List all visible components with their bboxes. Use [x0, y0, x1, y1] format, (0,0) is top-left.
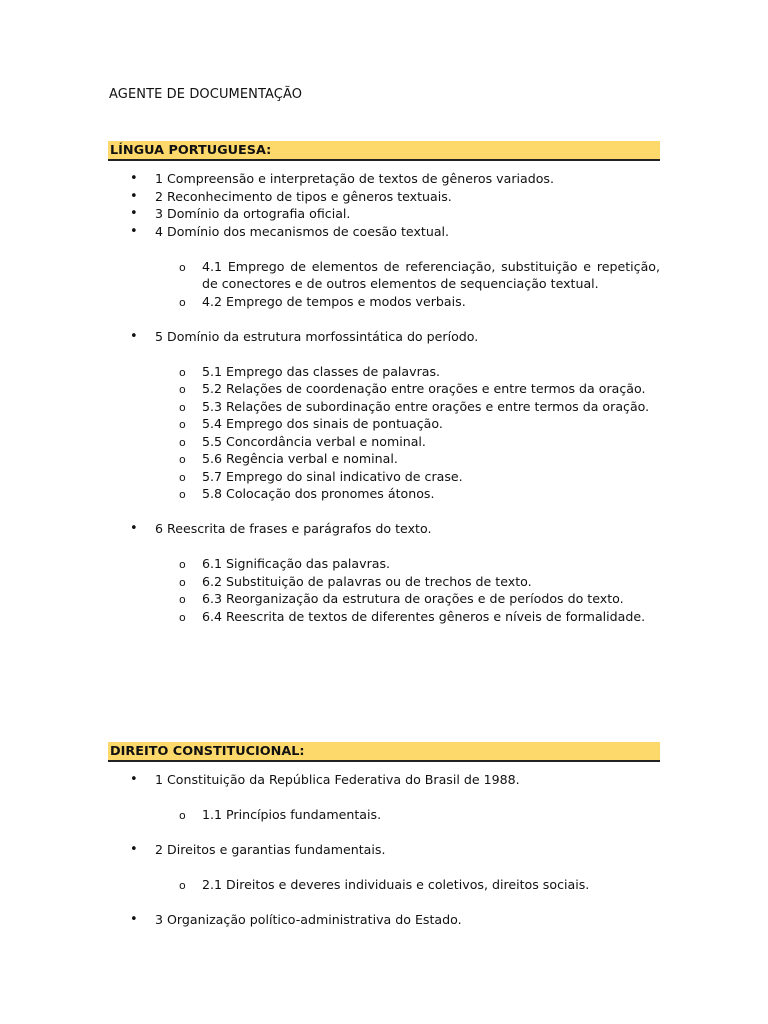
bullet-marker: •	[130, 171, 138, 186]
sub-list-item	[108, 806, 660, 824]
sub-list-item	[108, 380, 660, 398]
item-text: 6.1 Significação das palavras.	[202, 556, 391, 571]
item-text: 1 Constituição da República Federativa do Brasil de 1988.	[155, 772, 520, 787]
item-text: 4.2 Emprego de tempos e modos verbais.	[202, 293, 466, 309]
bullet-marker: •	[130, 912, 138, 927]
sub-bullet-marker: o	[179, 470, 186, 484]
item-text: 5.6 Regência verbal e nominal.	[202, 451, 398, 466]
item-text: 2 Direitos e garantias fundamentais.	[155, 842, 386, 857]
bullet-marker: •	[130, 772, 138, 787]
list-spacer	[108, 824, 660, 842]
sub-list-item	[108, 876, 660, 894]
list-item	[108, 223, 660, 241]
sub-list-item	[108, 293, 660, 311]
sub-bullet-marker: o	[179, 558, 186, 571]
section-header-label: DIREITO CONSTITUCIONAL:	[110, 744, 305, 759]
bullet-marker: •	[130, 206, 138, 221]
sub-list-item	[108, 468, 660, 486]
list-item	[108, 205, 660, 223]
item-text: 5.8 Colocação dos pronomes átonos.	[202, 486, 435, 501]
list-spacer	[108, 538, 660, 556]
item-text: 3 Domínio da ortografia oficial.	[155, 206, 351, 221]
topic-list-lingua-portuguesa	[108, 170, 660, 625]
bullet-marker: •	[130, 328, 138, 344]
sub-list-item	[108, 555, 660, 573]
item-text: 4.1 Emprego de elementos de referenciação, substituição e repetição, de conectores e de outros elementos de sequenciação textual.	[202, 258, 660, 291]
item-text: 1 Compreensão e interpretação de textos de gêneros variados.	[155, 171, 554, 186]
sub-list-item	[108, 363, 660, 381]
section-header-label: LÍNGUA PORTUGUESA:	[110, 143, 272, 158]
item-text: 1.1 Princípios fundamentais.	[202, 807, 382, 822]
sub-bullet-marker: o	[179, 260, 186, 274]
sub-bullet-marker: o	[179, 295, 186, 309]
item-text: 6.2 Substituição de palavras ou de trechos de texto.	[202, 573, 532, 589]
sub-bullet-marker: o	[179, 809, 186, 822]
sub-bullet-marker: o	[179, 365, 186, 379]
section-header-lingua-portuguesa	[108, 141, 660, 161]
bullet-marker: •	[130, 223, 138, 239]
bullet-marker: •	[130, 521, 138, 536]
sub-bullet-marker: o	[179, 418, 186, 431]
item-text: 3 Organização político-administrativa do Estado.	[155, 912, 462, 927]
list-spacer	[108, 859, 660, 877]
list-spacer	[108, 310, 660, 328]
list-item	[108, 841, 660, 859]
list-spacer	[108, 345, 660, 363]
sub-list-item	[108, 450, 660, 468]
sub-bullet-marker: o	[179, 435, 186, 449]
item-text: 5.1 Emprego das classes de palavras.	[202, 363, 441, 379]
item-text: 6.3 Reorganização da estrutura de orações e de períodos do texto.	[202, 591, 624, 606]
item-text: 2.1 Direitos e deveres individuais e coletivos, direitos sociais.	[202, 877, 590, 892]
sub-list-item	[108, 590, 660, 608]
list-spacer	[108, 894, 660, 912]
sub-list-item	[108, 258, 660, 293]
item-text: 5.3 Relações de subordinação entre orações e entre termos da oração.	[202, 398, 650, 414]
sub-list-item	[108, 398, 660, 416]
item-text: 6 Reescrita de frases e parágrafos do texto.	[155, 521, 432, 536]
list-spacer	[108, 789, 660, 807]
list-item	[108, 328, 660, 346]
sub-bullet-marker: o	[179, 575, 186, 589]
document-title: AGENTE DE DOCUMENTAÇÃO	[109, 87, 303, 102]
sub-list-item	[108, 573, 660, 591]
sub-bullet-marker: o	[179, 879, 186, 892]
item-text: 5 Domínio da estrutura morfossintática do período.	[155, 328, 479, 344]
item-text: 5.7 Emprego do sinal indicativo de crase.	[202, 468, 463, 484]
item-text: 4 Domínio dos mecanismos de coesão textual.	[155, 223, 450, 239]
bullet-marker: •	[130, 842, 138, 857]
list-item	[108, 771, 660, 789]
list-item	[108, 188, 660, 206]
list-item	[108, 911, 660, 929]
item-text: 5.2 Relações de coordenação entre orações e entre termos da oração.	[202, 381, 646, 396]
topic-list-direito-constitucional	[108, 771, 660, 929]
item-text: 6.4 Reescrita de textos de diferentes gêneros e níveis de formalidade.	[202, 608, 646, 624]
sub-list-item	[108, 485, 660, 503]
item-text: 2 Reconhecimento de tipos e gêneros textuais.	[155, 188, 452, 204]
list-spacer	[108, 503, 660, 521]
item-text: 5.5 Concordância verbal e nominal.	[202, 433, 426, 449]
sub-bullet-marker: o	[179, 383, 186, 396]
list-item	[108, 520, 660, 538]
item-text: 5.4 Emprego dos sinais de pontuação.	[202, 416, 443, 431]
list-item	[108, 170, 660, 188]
list-spacer	[108, 240, 660, 258]
section-header-direito-constitucional	[108, 742, 660, 762]
sub-list-item	[108, 415, 660, 433]
sub-list-item	[108, 608, 660, 626]
sub-bullet-marker: o	[179, 488, 186, 501]
sub-bullet-marker: o	[179, 400, 186, 414]
sub-bullet-marker: o	[179, 453, 186, 466]
sub-bullet-marker: o	[179, 610, 186, 624]
sub-list-item	[108, 433, 660, 451]
bullet-marker: •	[130, 188, 138, 204]
sub-bullet-marker: o	[179, 593, 186, 606]
